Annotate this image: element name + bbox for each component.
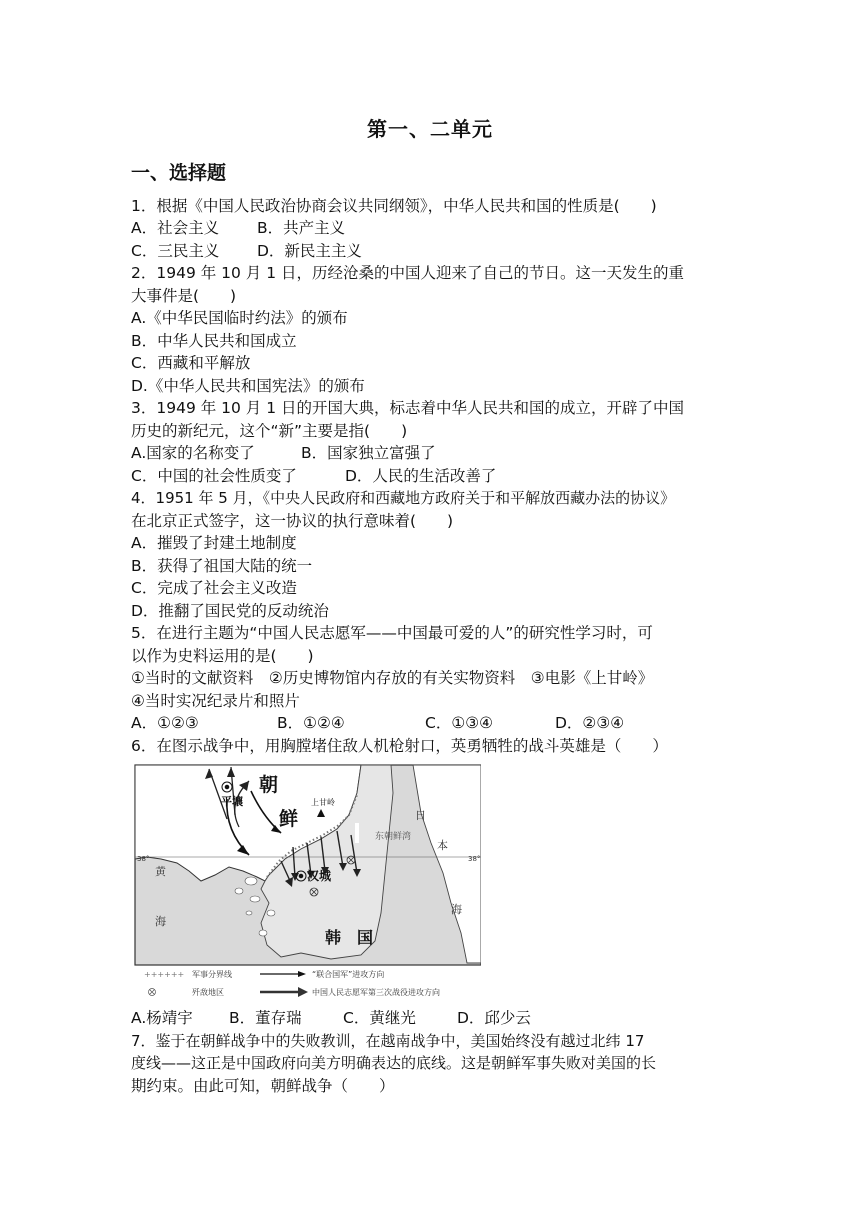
map-legend	[140, 966, 490, 1002]
q3-options-row2	[131, 465, 496, 487]
legend-dotted-symbol: ++++++	[144, 970, 185, 979]
map-label-seoul: 汉城	[307, 869, 332, 883]
q3-option-d: D．人民的生活改善了	[345, 467, 497, 485]
map-label-korea: 韩 国	[325, 928, 374, 947]
q4-stem-line2: 在北京正式签字，这一协议的执行意味着( )	[131, 512, 454, 530]
legend-volunteer-arrow-head	[298, 987, 308, 997]
map-label-huang: 黄	[155, 865, 166, 878]
q4-option-a: A．摧毁了封建土地制度	[131, 534, 297, 552]
q2-stem-line2: 大事件是( )	[131, 287, 237, 305]
map-label-hai-left: 海	[155, 915, 166, 928]
q5-option-b: B．①②④	[277, 714, 345, 732]
q7-stem-line3: 期约束。由此可知，朝鲜战争（ ）	[131, 1077, 395, 1095]
q5-option-a: A．①②③	[131, 714, 199, 732]
q7-stem-line1: 7．鉴于在朝鲜战争中的失败教训，在越南战争中，美国始终没有越过北纬 17	[131, 1032, 645, 1050]
q4-option-d: D．推翻了国民党的反动统治	[131, 602, 329, 620]
q6-options-row	[131, 1007, 531, 1029]
map-label-east-bay: 东朝鲜湾	[375, 832, 412, 842]
q5-stem-line2: 以作为史料运用的是( )	[131, 647, 314, 665]
q1-option-b: B．共产主义	[257, 219, 346, 237]
legend-un-arrow-head	[298, 971, 306, 977]
q6-option-d: D．邱少云	[457, 1009, 531, 1027]
legend-annihilation-label: 歼敌地区	[192, 988, 224, 997]
q1-option-a: A．社会主义	[131, 219, 220, 237]
q4-option-b: B．获得了祖国大陆的统一	[131, 557, 313, 575]
map-label-xian: 鲜	[279, 808, 299, 830]
q7-stem-line2: 度线——这正是中国政府向美方明确表达的底线。这是朝鲜军事失败对美国的长	[131, 1054, 657, 1072]
q5-options-row	[131, 712, 624, 734]
q2-option-d: D.《中华人民共和国宪法》的颁布	[131, 377, 365, 395]
white-marker	[355, 823, 359, 843]
q3-option-b: B．国家独立富强了	[301, 444, 436, 462]
q2-option-a: A.《中华民国临时约法》的颁布	[131, 309, 348, 327]
map-label-chao: 朝	[259, 774, 279, 796]
q4-stem-line1: 4．1951 年 5 月，《中央人民政府和西藏地方政府关于和平解放西藏办法的协议》	[131, 489, 676, 507]
map-label-38-left: 38°	[137, 855, 150, 863]
legend-volunteer-label: 中国人民志愿军第三次战役进攻方向	[312, 988, 440, 997]
q1-options-row1	[131, 217, 345, 239]
map-label-ri: 日	[415, 809, 426, 822]
map-label-hai-right: 海	[451, 903, 462, 916]
q2-stem-line1: 2．1949 年 10 月 1 日，历经沧桑的中国人迎来了自己的节日。这一天发生的重	[131, 264, 685, 282]
q1-options-row2	[131, 240, 362, 262]
q3-stem-line2: 历史的新纪元，这个“新”主要是指( )	[131, 422, 408, 440]
legend-demarcation-label: 军事分界线	[192, 970, 232, 979]
map-label-38-right: 38°	[468, 855, 481, 863]
q5-option-d: D．②③④	[555, 714, 625, 732]
q5-items-line1: ①当时的文献资料 ②历史博物馆内存放的有关实物资料 ③电影《上甘岭》	[131, 669, 654, 687]
q3-stem-line1: 3．1949 年 10 月 1 日的开国大典，标志着中华人民共和国的成立，开辟了中国	[131, 399, 685, 417]
q6-option-b: B．董存瑞	[229, 1009, 302, 1027]
q3-option-c: C．中国的社会性质变了	[131, 467, 297, 485]
q5-stem-line1: 5．在进行主题为“中国人民志愿军——中国最可爱的人”的研究性学习时，可	[131, 624, 653, 642]
page-title: 第一、二单元	[367, 117, 493, 141]
section-heading: 一、选择题	[131, 162, 227, 184]
q5-items-line2: ④当时实况纪录片和照片	[131, 692, 300, 710]
map-label-shangganling: 上甘岭	[311, 798, 335, 807]
q3-options-row1	[131, 442, 436, 464]
q6-option-a: A.杨靖宇	[131, 1009, 193, 1027]
q2-option-c: C．西藏和平解放	[131, 354, 251, 372]
map-label-ben: 本	[437, 839, 448, 852]
q1-stem: 1．根据《中国人民政治协商会议共同纲领》，中华人民共和国的性质是( )	[131, 197, 657, 215]
q6-stem: 6．在图示战争中，用胸膛堵住敌人机枪射口，英勇牺牲的战斗英雄是（ ）	[131, 737, 668, 755]
q1-option-c: C．三民主义	[131, 242, 220, 260]
q5-option-c: C．①③④	[425, 714, 494, 732]
legend-annihilation-symbol	[149, 989, 156, 996]
q1-option-d: D．新民主主义	[257, 242, 362, 260]
legend-un-label: “联合国军”进攻方向	[312, 970, 385, 979]
q2-option-b: B．中华人民共和国成立	[131, 332, 297, 350]
q6-option-c: C．黄继光	[343, 1009, 416, 1027]
q4-option-c: C．完成了社会主义改造	[131, 579, 297, 597]
map-label-pyongyang: 平壤	[221, 795, 243, 808]
q3-option-a: A.国家的名称变了	[131, 444, 255, 462]
